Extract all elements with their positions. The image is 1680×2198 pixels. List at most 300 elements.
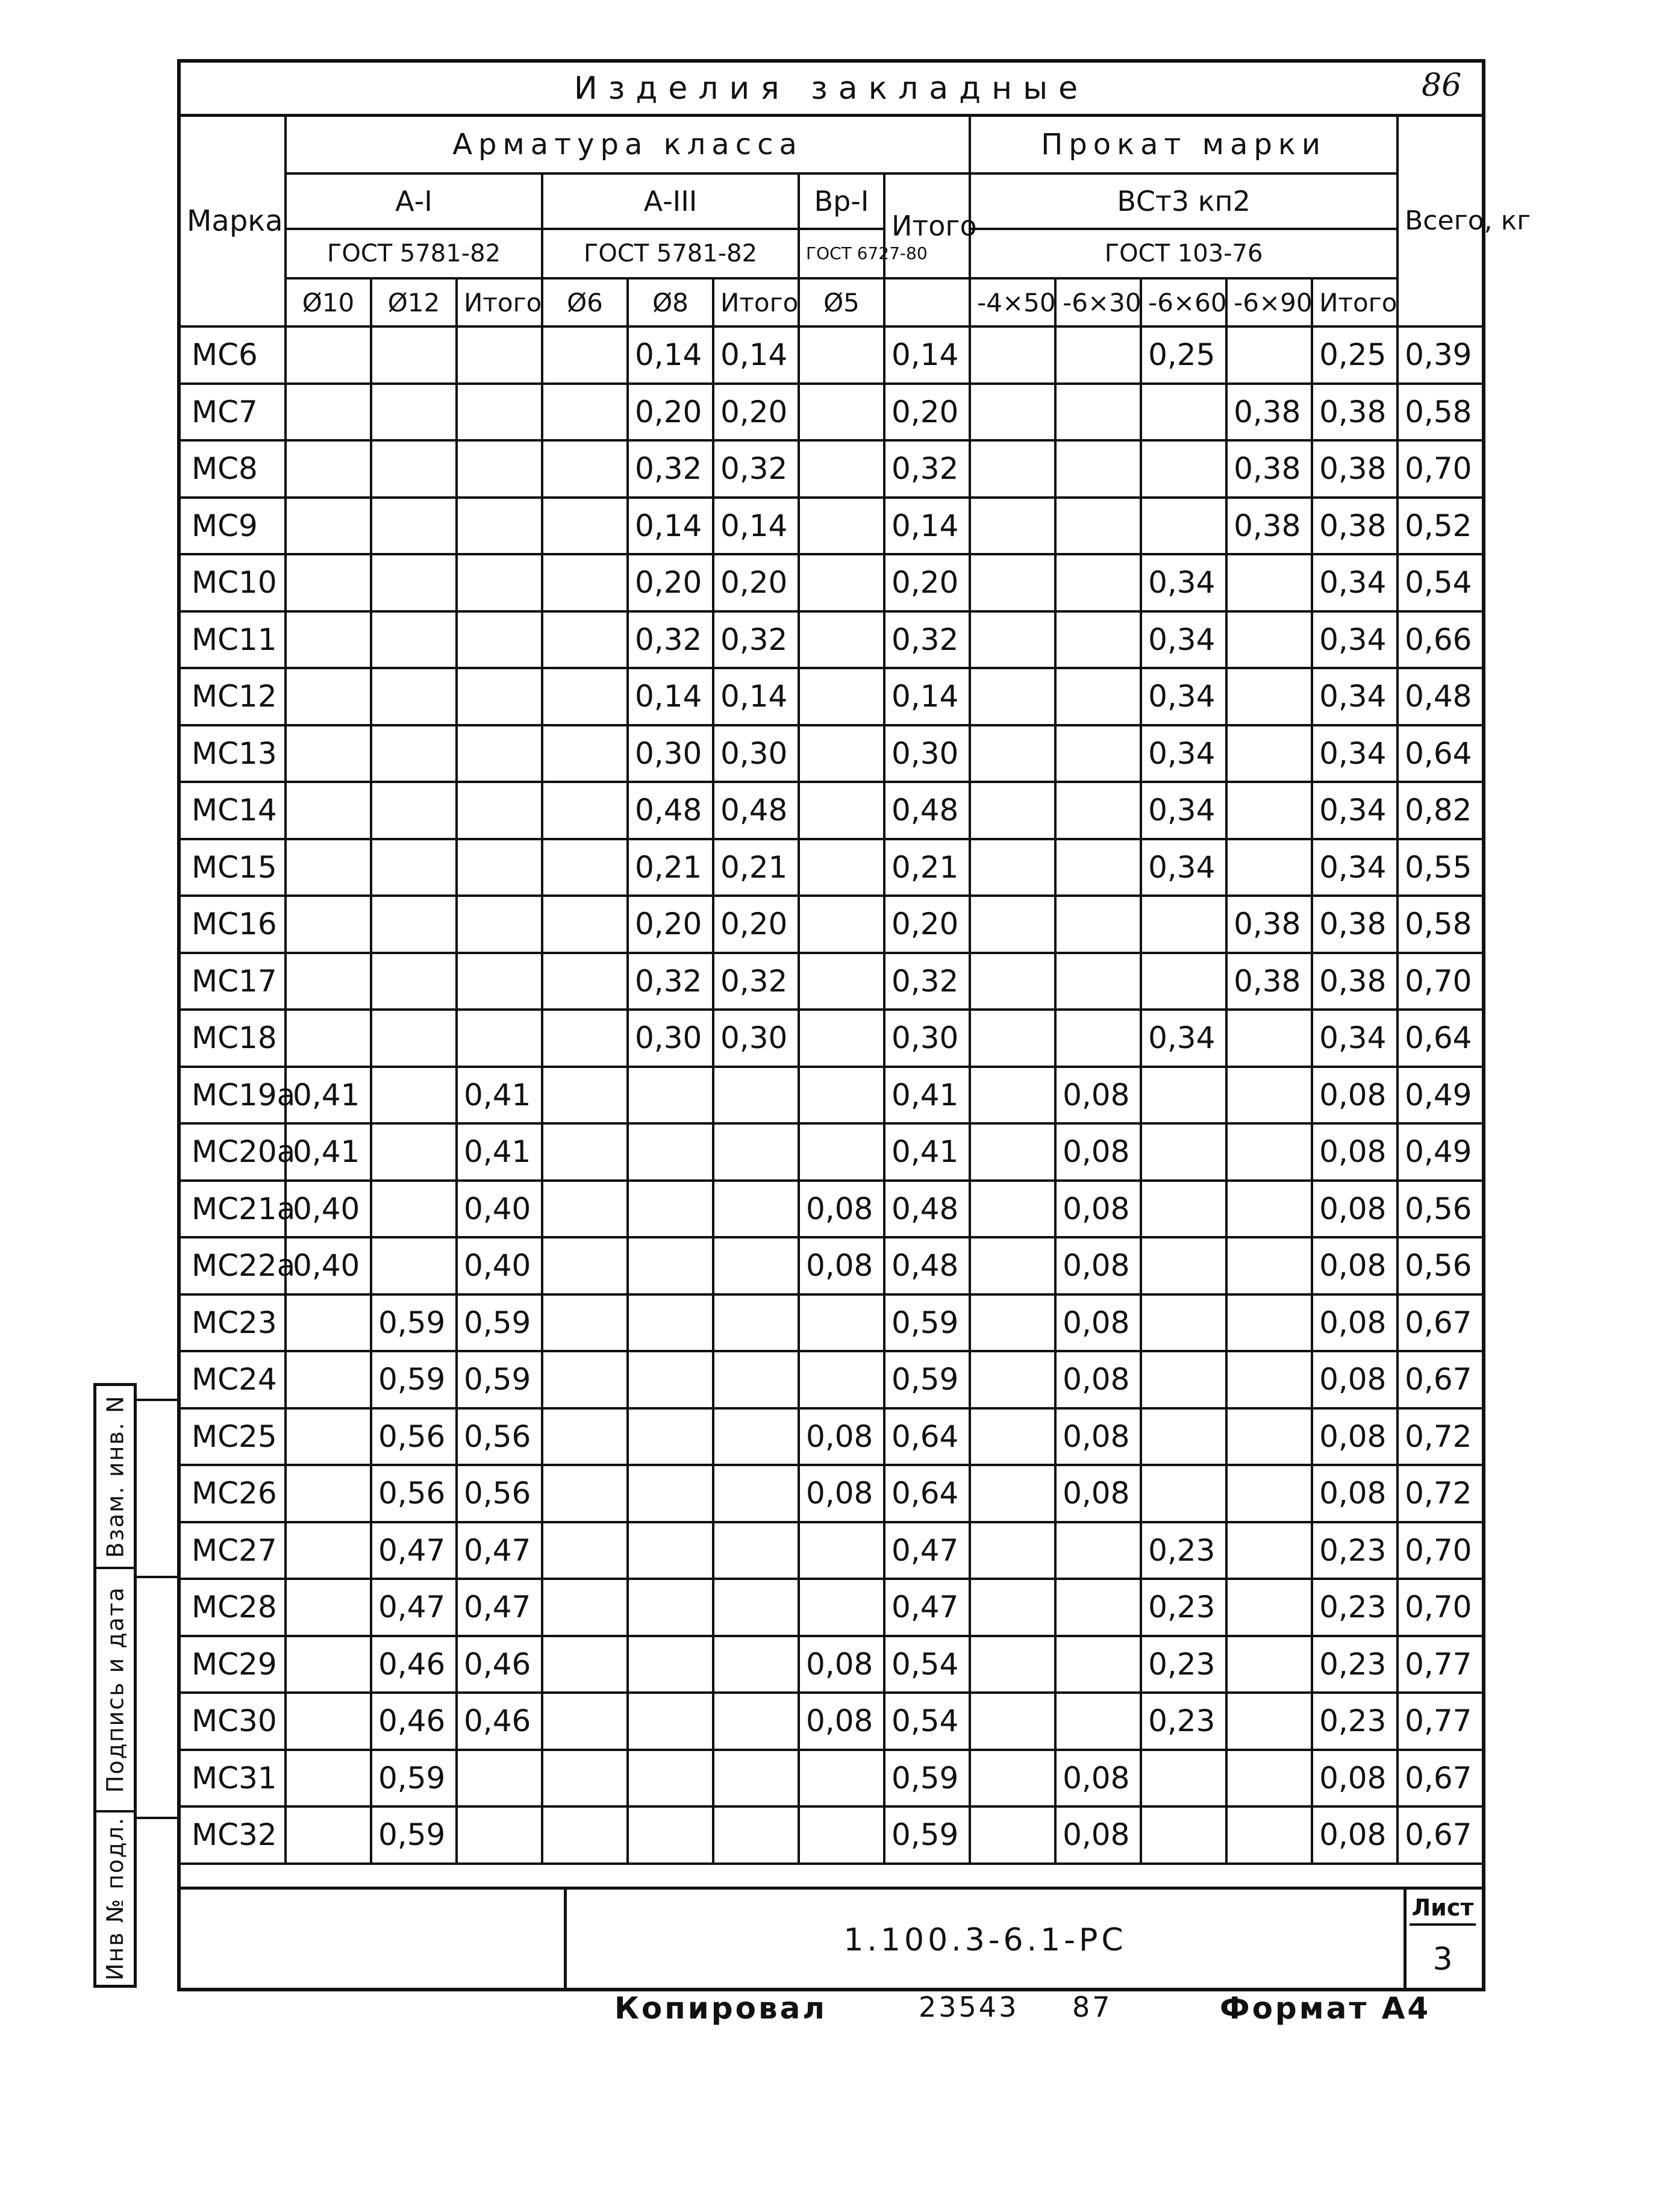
table-cell [1226,1237,1312,1294]
table-cell [628,1636,713,1693]
table-cell [1055,1636,1141,1693]
table-cell [713,1636,799,1693]
table-row [181,498,1484,555]
table-cell: 0,14 [884,498,970,555]
table-cell: 0,34 [1141,554,1226,611]
table-row [181,1408,1484,1466]
table-cell: 0,08 [1055,1750,1141,1807]
table-cell [1141,384,1226,441]
row-marka: МС8 [181,440,286,498]
table-cell: 0,38 [1226,384,1312,441]
table-cell [799,1750,884,1807]
table-cell [1141,1237,1226,1294]
table-cell: 0,25 [1312,326,1397,384]
table-cell: 0,30 [628,1010,713,1067]
row-marka: МС6 [181,326,286,384]
row-marka: МС27 [181,1522,286,1579]
table-cell [371,440,457,498]
table-cell [1055,440,1141,498]
table-cell: 0,67 [1397,1351,1484,1408]
table-cell: 0,82 [1397,782,1484,839]
class-a1-header: А-I [286,173,542,229]
table-cell: 0,38 [1226,896,1312,953]
table-cell: 0,20 [713,554,799,611]
table-cell [628,1408,713,1466]
table-cell [1226,1579,1312,1636]
table-cell [1226,1010,1312,1067]
table-cell [799,498,884,555]
table-cell [542,1750,628,1807]
sidebar-cell [96,1812,134,1985]
table-cell [628,1579,713,1636]
table-cell [970,554,1055,611]
table-cell [457,326,542,384]
table-cell [799,440,884,498]
table-cell: 0,59 [371,1750,457,1807]
table-cell: 0,14 [713,498,799,555]
table-cell [286,1636,371,1693]
table-cell [1055,1579,1141,1636]
table-cell [542,440,628,498]
table-cell: 0,59 [884,1806,970,1864]
table-cell: 0,38 [1312,498,1397,555]
table-cell: 0,47 [884,1522,970,1579]
table-cell: 0,08 [1055,1465,1141,1522]
table-cell [970,953,1055,1010]
row-marka: МС21а [181,1181,286,1238]
document-code: 1.100.3-6.1-РС [843,1922,1127,1958]
table-cell: 0,30 [713,1010,799,1067]
table-cell: 0,41 [457,1067,542,1124]
table-cell [542,1693,628,1750]
table-cell [1141,1750,1226,1807]
table-cell [542,1294,628,1352]
table-cell: 0,70 [1397,440,1484,498]
table-cell: 0,56 [457,1408,542,1466]
table-cell [1141,1408,1226,1466]
table-cell: 0,34 [1141,611,1226,669]
table-cell [970,384,1055,441]
table-row [181,839,1484,896]
table-cell [286,1750,371,1807]
table-cell [799,1067,884,1124]
table-cell [799,839,884,896]
table-cell [286,498,371,555]
table-cell [1226,1465,1312,1522]
table-cell: 0,08 [799,1408,884,1466]
table-cell [286,1351,371,1408]
table-cell: 0,59 [457,1294,542,1352]
table-cell: 0,40 [457,1237,542,1294]
table-cell: 0,23 [1312,1522,1397,1579]
table-row [181,611,1484,669]
table-cell [542,1806,628,1864]
table-cell [457,725,542,782]
table-cell: 0,54 [884,1636,970,1693]
table-cell [542,326,628,384]
sidebar-label-inv: Инв № подл. [102,1816,128,1981]
table-cell: 0,38 [1226,953,1312,1010]
table-cell [457,440,542,498]
table-cell [799,1522,884,1579]
table-cell [286,554,371,611]
table-cell [799,1123,884,1181]
table-cell: 0,32 [713,953,799,1010]
table-cell: 0,56 [457,1465,542,1522]
table-cell [970,782,1055,839]
table-cell [628,1237,713,1294]
table-cell [713,1294,799,1352]
table-cell: 0,40 [457,1181,542,1238]
table-cell: 0,56 [371,1408,457,1466]
row-marka: МС12 [181,668,286,725]
table-cell [371,725,457,782]
table-cell [1055,1522,1141,1579]
table-cell [457,668,542,725]
row-marka: МС20а [181,1123,286,1181]
table-row [181,725,1484,782]
table-cell [799,896,884,953]
table-row [181,1806,1484,1864]
table-cell: 0,58 [1397,896,1484,953]
table-cell: 0,47 [457,1579,542,1636]
table-cell [628,1294,713,1352]
table-cell [1226,1123,1312,1181]
table-cell [1141,1351,1226,1408]
table-cell [542,1522,628,1579]
table-cell [970,1123,1055,1181]
page-number-mark: 86 [1422,67,1462,104]
table-cell [542,1351,628,1408]
table-cell: 0,34 [1312,1010,1397,1067]
table-cell [628,1693,713,1750]
table-cell: 0,59 [884,1294,970,1352]
table-cell [1226,1806,1312,1864]
col-prokat-6x60: -6×60 [1141,278,1226,326]
sidebar-cell [96,1386,134,1567]
table-cell [371,1181,457,1238]
gost-a3: ГОСТ 5781-82 [542,229,799,278]
table-cell [628,1465,713,1522]
table-cell: 0,59 [884,1351,970,1408]
table-cell [1141,1465,1226,1522]
table-cell [970,1181,1055,1238]
prokat-mark-header: ВСт3 кп2 [970,173,1397,229]
table-cell [1141,896,1226,953]
table-cell [713,1123,799,1181]
table-cell [970,839,1055,896]
table-cell: 0,20 [628,896,713,953]
table-cell [457,1010,542,1067]
table-cell: 0,48 [713,782,799,839]
table-cell [457,554,542,611]
gost-a1: ГОСТ 5781-82 [286,229,542,278]
table-cell [542,1067,628,1124]
table-cell [713,1750,799,1807]
table-cell [542,554,628,611]
table-cell [799,668,884,725]
sheet-number: 3 [1432,1941,1453,1978]
table-cell: 0,67 [1397,1294,1484,1352]
table-cell [1055,326,1141,384]
table-cell [1226,725,1312,782]
table-cell: 0,38 [1312,384,1397,441]
table-cell [970,440,1055,498]
table-cell [371,1123,457,1181]
table-cell: 0,34 [1312,725,1397,782]
table-cell: 0,48 [884,1181,970,1238]
table-cell [1141,498,1226,555]
table-cell [457,782,542,839]
table-cell [371,896,457,953]
table-cell: 0,46 [457,1693,542,1750]
col-vr1-d5: Ø5 [799,278,884,326]
title-block-divider [1404,1890,1407,1991]
table-cell: 0,34 [1312,782,1397,839]
row-marka: МС11 [181,611,286,669]
table-cell: 0,47 [884,1579,970,1636]
table-cell: 0,52 [1397,498,1484,555]
table-cell: 0,38 [1312,953,1397,1010]
table-cell: 0,34 [1141,782,1226,839]
table-row [181,1579,1484,1636]
table-row [181,1010,1484,1067]
table-cell [1226,1636,1312,1693]
table-cell [1226,1408,1312,1466]
table-cell: 0,38 [1312,440,1397,498]
table-body [181,326,1484,1864]
table-cell: 0,20 [628,554,713,611]
table-cell: 0,08 [1055,1067,1141,1124]
row-marka: МС26 [181,1465,286,1522]
table-cell: 0,47 [457,1522,542,1579]
table-cell: 0,59 [371,1351,457,1408]
table-cell: 0,14 [628,498,713,555]
table-cell: 0,14 [628,326,713,384]
table-cell: 0,64 [884,1408,970,1466]
table-cell [628,1750,713,1807]
table-cell: 0,14 [713,326,799,384]
table-cell: 0,08 [799,1693,884,1750]
class-vr1-header: Вр-I [799,173,884,229]
table-cell [286,1465,371,1522]
table-cell: 0,70 [1397,1579,1484,1636]
table-cell: 0,32 [628,953,713,1010]
table-cell [799,1579,884,1636]
row-marka: МС16 [181,896,286,953]
table-cell [970,668,1055,725]
row-marka: МС17 [181,953,286,1010]
table-cell: 0,39 [1397,326,1484,384]
table-cell [286,1010,371,1067]
table-cell [799,1294,884,1352]
table-row [181,1693,1484,1750]
table-cell [542,896,628,953]
table-cell [970,498,1055,555]
table-cell [371,839,457,896]
table-cell [286,1806,371,1864]
table-cell [1141,953,1226,1010]
prokat-group-header: Прокат марки [970,117,1397,173]
table-cell [1226,554,1312,611]
sidebar-label-vzam: Взам. инв. N [102,1394,129,1558]
table-cell [371,668,457,725]
table-cell [542,1579,628,1636]
footer-number: 87 [1072,1991,1113,2023]
table-cell [1226,1067,1312,1124]
footer-number: 23543 [919,1991,1019,2023]
table-cell [371,326,457,384]
table-cell [799,326,884,384]
table-cell: 0,20 [713,384,799,441]
table-cell: 0,32 [884,953,970,1010]
table-cell: 0,72 [1397,1465,1484,1522]
table-cell [542,1237,628,1294]
table-cell: 0,08 [799,1181,884,1238]
table-cell: 0,55 [1397,839,1484,896]
table-cell [542,725,628,782]
table-cell: 0,41 [884,1123,970,1181]
table-cell [970,1237,1055,1294]
table-cell [1226,839,1312,896]
table-cell [1226,668,1312,725]
row-marka: МС25 [181,1408,286,1466]
table-cell: 0,25 [1141,326,1226,384]
table-cell: 0,38 [1312,896,1397,953]
table-cell [713,1408,799,1466]
table-cell [970,1522,1055,1579]
table-cell: 0,34 [1141,668,1226,725]
table-cell [1055,725,1141,782]
table-cell [457,953,542,1010]
armatura-group-header: Арматура класса [286,117,970,173]
table-row [181,326,1484,384]
table-cell: 0,08 [1055,1806,1141,1864]
row-marka: МС14 [181,782,286,839]
table-cell [970,1693,1055,1750]
table-cell [542,953,628,1010]
col-prokat-4x50: -4×50 [970,278,1055,326]
table-cell: 0,08 [1055,1237,1141,1294]
table-cell [1226,611,1312,669]
table-cell [970,1294,1055,1352]
table-cell [970,1579,1055,1636]
table-cell: 0,64 [1397,725,1484,782]
table-cell: 0,46 [457,1636,542,1693]
table-cell [1141,1294,1226,1352]
row-marka: МС9 [181,498,286,555]
column-header-itogo: Итого [884,173,970,278]
table-cell [371,554,457,611]
table-cell [1055,668,1141,725]
table-cell: 0,08 [1055,1294,1141,1352]
table-cell: 0,14 [884,326,970,384]
table-cell [1226,1750,1312,1807]
table-cell: 0,08 [1312,1181,1397,1238]
table-cell [457,1750,542,1807]
sidebar-cell [96,1569,134,1810]
table-cell [371,1237,457,1294]
table-cell [371,1067,457,1124]
table-cell: 0,20 [884,554,970,611]
table-cell [970,1465,1055,1522]
table-cell [371,1010,457,1067]
table-cell [713,1522,799,1579]
col-a3-itogo: Итого [713,278,799,326]
table-cell: 0,23 [1141,1636,1226,1693]
table-cell [1226,1181,1312,1238]
table-cell [371,953,457,1010]
table-cell: 0,34 [1312,839,1397,896]
table-cell [542,782,628,839]
table-cell [1055,839,1141,896]
table-row [181,782,1484,839]
table-cell: 0,23 [1141,1522,1226,1579]
page-title: Изделия закладные [181,63,1482,117]
col-a3-d6: Ø6 [542,278,628,326]
table-cell [1055,498,1141,555]
table-cell: 0,32 [628,440,713,498]
table-cell [286,440,371,498]
table-cell [628,1351,713,1408]
table-cell [286,668,371,725]
table-cell: 0,38 [1226,440,1312,498]
approval-sidebar [93,1383,137,1988]
col-a1-d12: Ø12 [371,278,457,326]
table-cell [970,1750,1055,1807]
table-cell: 0,46 [371,1636,457,1693]
table-cell [1226,1351,1312,1408]
table-cell [970,1351,1055,1408]
table-cell [799,554,884,611]
table-cell: 0,32 [628,611,713,669]
row-marka: МС29 [181,1636,286,1693]
table-cell: 0,20 [713,896,799,953]
table-cell: 0,48 [884,782,970,839]
table-cell: 0,20 [884,384,970,441]
table-cell: 0,30 [628,725,713,782]
table-cell [628,1806,713,1864]
table-cell [799,1806,884,1864]
table-cell [542,1408,628,1466]
table-cell: 0,72 [1397,1408,1484,1466]
table-cell: 0,54 [884,1693,970,1750]
table-cell: 0,23 [1141,1693,1226,1750]
col-prokat-itogo: Итого [1312,278,1397,326]
table-cell: 0,67 [1397,1750,1484,1807]
table-cell [970,896,1055,953]
table-cell: 0,21 [884,839,970,896]
table-cell [799,782,884,839]
table-cell: 0,23 [1141,1579,1226,1636]
table-cell [628,1123,713,1181]
table-cell: 0,08 [1055,1408,1141,1466]
table-cell [286,1522,371,1579]
table-cell [713,1693,799,1750]
table-cell [1055,953,1141,1010]
table-cell: 0,14 [884,668,970,725]
row-marka: МС10 [181,554,286,611]
sidebar-tick [137,1817,179,1819]
table-cell [1055,554,1141,611]
table-row [181,896,1484,953]
table-cell [457,896,542,953]
table-cell [542,384,628,441]
sidebar-label-podpis: Подпись и дата [102,1586,129,1793]
col-a1-d10: Ø10 [286,278,371,326]
table-cell [970,1636,1055,1693]
table-cell [1226,1522,1312,1579]
